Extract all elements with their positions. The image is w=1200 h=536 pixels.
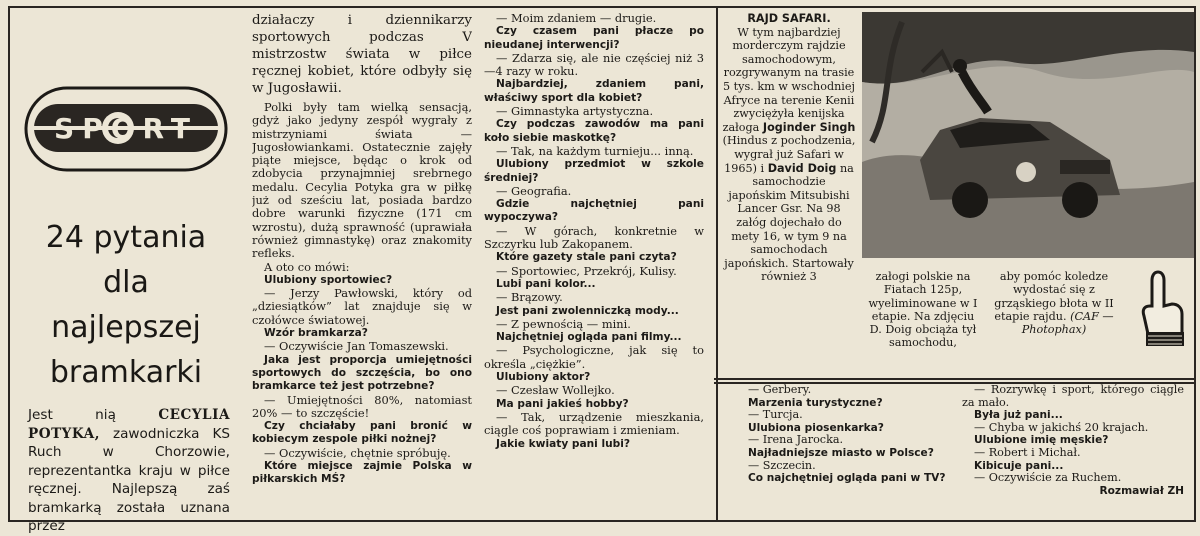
question-18: Marzenia turystyczne? bbox=[748, 396, 883, 409]
question-16: Ma pani jakieś hobby? bbox=[496, 397, 629, 410]
title-line-2: dla bbox=[103, 265, 149, 300]
safari-text-2: (Hindus z pochodzenia, wygrał już Safari w 1965) i bbox=[722, 134, 856, 175]
question-11: Które gazety stale pani czyta? bbox=[496, 251, 677, 264]
answer-6: — Zdarza się, ale nie częściej niż 3—4 razy w roku. bbox=[484, 50, 704, 79]
article-title bbox=[22, 215, 230, 395]
question-21: Co najchętniej ogląda pani w TV? bbox=[748, 472, 946, 485]
question-13: Jest pani zwolenniczką mody... bbox=[496, 304, 679, 317]
answer-9: — Geografia. bbox=[496, 183, 572, 198]
answer-4: — Oczywiście, chętnie spróbuję. bbox=[264, 445, 451, 460]
title-line-1: 24 pytania bbox=[45, 220, 207, 255]
answer-17: — Gerbery. bbox=[748, 384, 812, 396]
photo-credit: (CAF — Photophax) bbox=[1021, 309, 1114, 337]
answer-2: — Oczywiście Jan Tomaszewski. bbox=[264, 339, 449, 354]
question-12: Lubi pani kolor... bbox=[496, 277, 596, 290]
pointing-hand-icon bbox=[1134, 268, 1188, 348]
rally-car-photo bbox=[862, 12, 1194, 258]
answer-1: — Jerzy Pawłowski, który od „dziesiątków” lat znajduje się w czołówce światowej. bbox=[252, 286, 472, 327]
answer-5: — Moim zdaniem — drugie. bbox=[496, 12, 657, 25]
question-2: Wzór bramkarza? bbox=[264, 327, 368, 340]
question-20: Najładniejsze miasto w Polsce? bbox=[748, 446, 934, 459]
question-7: Najbardziej, zdaniem pani, właściwy sport dla kobiet? bbox=[484, 78, 704, 104]
answer-12: — Brązowy. bbox=[496, 290, 563, 305]
question-9: Ulubiony przedmiot w szkole średniej? bbox=[484, 158, 704, 184]
safari-text-1: W tym najbardziej morderczym rajdzie samochodowym, rozgrywanym na trasie 5 tys. km w wschodniej Afryce na terenie Kenii zwyciężyła kenijska załoga bbox=[722, 25, 855, 134]
question-23: Ulubione imię męskie? bbox=[974, 434, 1109, 447]
answer-8: — Tak, na każdym turnieju... inną. bbox=[496, 143, 694, 158]
title-line-4: bramkarki bbox=[49, 355, 203, 390]
safari-driver-2: David Doig bbox=[767, 161, 837, 175]
question-1: Ulubiony sportowiec? bbox=[264, 273, 393, 286]
question-17: Jakie kwiaty pani lubi? bbox=[496, 437, 631, 450]
rally-photo-illustration bbox=[862, 12, 1194, 258]
interview-column-3 bbox=[484, 12, 704, 514]
interview-column-2 bbox=[252, 12, 472, 514]
photo-caption-2 bbox=[988, 270, 1120, 336]
photo-caption-1: załogi polskie na Fiatach 125p, wyeliminowane w I etapie. Na zdjęciu D. Doig obciąża tył samochodu, bbox=[868, 270, 978, 350]
col2-intro: działaczy i dziennikarzy sportowych podczas V mistrzostw świata w piłce ręcznej kobiet, które odbyły się w Jugosławii. bbox=[252, 13, 472, 96]
question-6: Czy czasem pani płacze po nieudanej interwencji? bbox=[484, 25, 704, 51]
question-5: Które miejsce zajmie Polska w piłkarskich MŚ? bbox=[252, 460, 472, 486]
question-15: Ulubiony aktor? bbox=[496, 371, 591, 384]
article-lead bbox=[28, 406, 230, 536]
answer-22: — Chyba w jakichś 20 krajach. bbox=[974, 420, 1149, 434]
photo-caption-2-text: aby pomóc koledze wydostać się z grząskiego błota w II etapie rajdu. bbox=[994, 270, 1114, 323]
answer-3: — Umiejętności 80%, natomiast 20% — to szczęście! bbox=[252, 392, 472, 420]
safari-text-3: na samochodzie japońskim Mitsubishi Lancer Gsr. Na 98 załóg dojechało do mety 16, w tym 9 na samochodach japońskich. Startowały również 3 bbox=[724, 161, 854, 284]
interview-bottom-column-2 bbox=[962, 384, 1184, 514]
sport-logo-text: SPORT bbox=[54, 112, 198, 145]
safari-title: RAJD SAFARI. bbox=[747, 12, 831, 25]
answer-15: — Czesław Wollejko. bbox=[496, 383, 615, 398]
lead-text-1: Jest nią bbox=[28, 407, 116, 423]
lead-name: CECYLIA POTYKA, bbox=[28, 407, 230, 442]
answer-23: — Robert i Michał. bbox=[974, 445, 1081, 459]
question-14: Najchętniej ogląda pani filmy... bbox=[496, 331, 682, 344]
question-3: Jaka jest proporcja umiejętności sportowych do szczęścia, bo ono bramkarce też jest potrzebne? bbox=[252, 353, 472, 393]
answer-20: — Szczecin. bbox=[748, 458, 816, 472]
question-10: Gdzie najchętniej pani wypoczywa? bbox=[484, 198, 704, 224]
safari-article bbox=[722, 12, 856, 352]
question-22: Była już pani... bbox=[974, 409, 1063, 422]
answer-19: — Irena Jarocka. bbox=[748, 433, 844, 447]
safari-driver-1: Joginder Singh bbox=[762, 120, 856, 134]
answer-18: — Turcja. bbox=[748, 408, 803, 422]
answer-10: — W górach, konkretnie w Szczyrku lub Zakopanem. bbox=[484, 223, 704, 252]
lead-text-2: zawodniczka KS Ruch w Chorzowie, reprezentantka kraju w piłce ręcznej. Najlepszą zaś bramkarką została uznana przez bbox=[28, 425, 230, 534]
sport-logo bbox=[22, 84, 230, 174]
question-8: Czy podczas zawodów ma pani koło siebie maskotkę? bbox=[484, 118, 704, 144]
answer-21: — Rozrywkę i sport, którego ciągle za mało. bbox=[962, 384, 1184, 409]
answer-13: — Z pewnością — mini. bbox=[496, 316, 631, 331]
answer-14: — Psychologiczne, jak się to określa „ciężkie”. bbox=[484, 343, 704, 371]
question-24: Kibicuje pani... bbox=[974, 459, 1064, 472]
question-19: Ulubiona piosenkarka? bbox=[748, 421, 884, 434]
answer-11: — Sportowiec, Przekrój, Kulisy. bbox=[496, 263, 677, 278]
author-signature: Rozmawiał ZH bbox=[1099, 484, 1184, 497]
col2-paragraph: Polki były tam wielką sensacją, gdyż jako jedyny zespół wygrały z mistrzyniami świata — Jugosłowiankami. Ostatecznie zajęły piąte miejsce, będąc o krok od zdobycia przynajmniej srebrnego medalu. Cecylia Potyka gra w piłkę już od sześciu lat, posiada bardzo dobre warunki fizyczne (171 cm wzrostu), dużą sprawność (uprawiała również gimnastykę) oraz znakomity refleks. bbox=[252, 100, 472, 261]
col2-intro2: A oto co mówi: bbox=[264, 259, 350, 274]
answer-24: — Oczywiście za Ruchem. bbox=[974, 471, 1122, 485]
answer-16: — Tak, urządzenie mieszkania, ciągle coś poprawiam i zmieniam. bbox=[484, 409, 704, 438]
question-4: Czy chciałaby pani bronić w kobiecym zespole piłki nożnej? bbox=[252, 420, 472, 446]
answer-7: — Gimnastyka artystyczna. bbox=[496, 104, 654, 119]
title-line-3: najlepszej bbox=[51, 310, 201, 345]
interview-bottom-column-1 bbox=[736, 384, 946, 514]
